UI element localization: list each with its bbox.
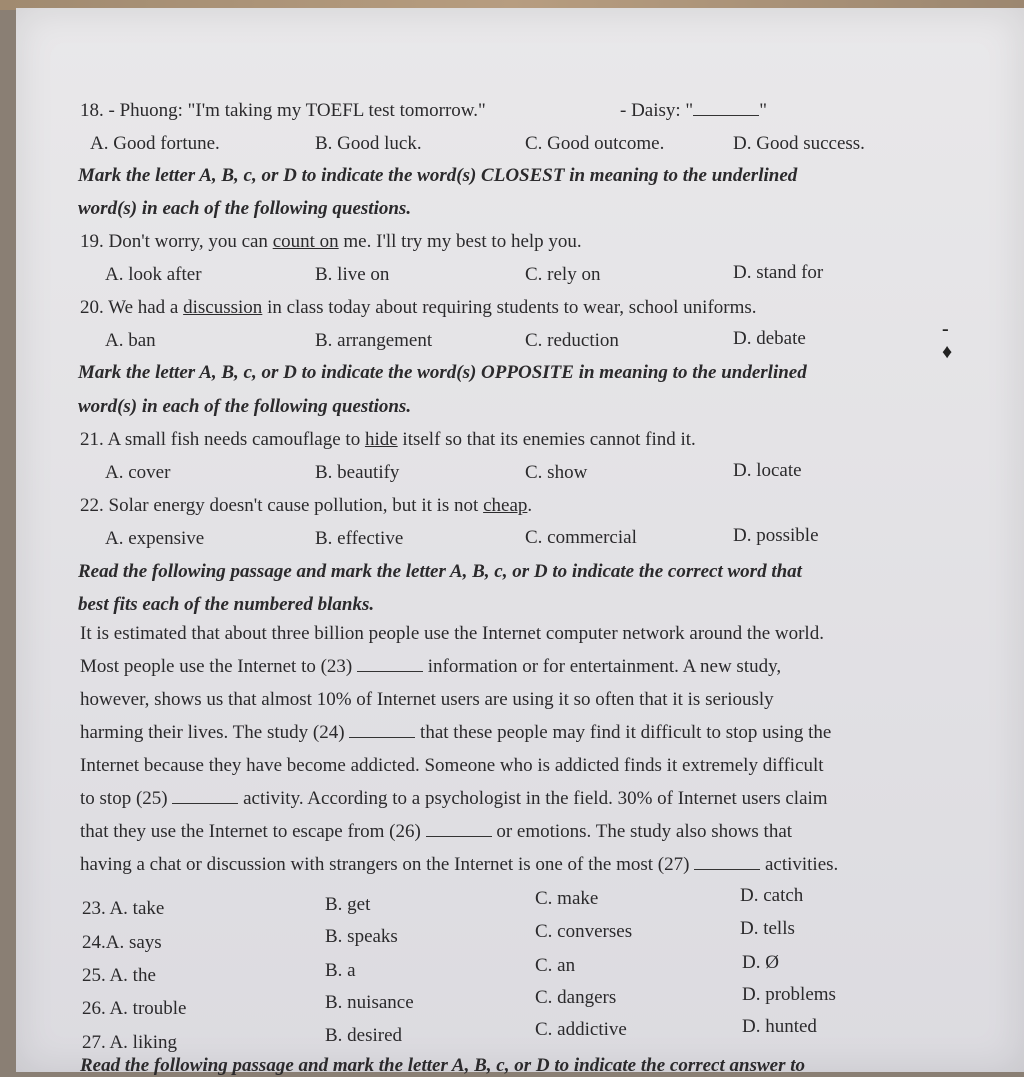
q18-option-a: A. Good fortune. <box>90 133 220 154</box>
question-19-stem <box>80 231 582 253</box>
q21-text-post: itself so that its enemies cannot find it. <box>397 429 696 450</box>
q27-option-b: B. desired <box>325 1025 403 1046</box>
q21-underlined-word: hide <box>364 429 398 450</box>
instruction-bottom-cut: Read the following passage and mark the letter A, B, c, or D to indicate the correct answer to <box>80 1055 805 1076</box>
q22-underlined-word: cheap <box>483 495 528 516</box>
instruction-closest-line-1: Mark the letter A, B, c, or D to indicate the word(s) CLOSEST in meaning to the underlined <box>78 165 798 186</box>
q24-option-a: 24.A. says <box>82 932 162 953</box>
q26-option-d: D. problems <box>742 984 836 1005</box>
q20-option-c: C. reduction <box>525 330 619 351</box>
q18-close-quote: " <box>759 100 767 121</box>
passage-line-7-pre: that they use the Internet to escape from (26) <box>80 821 426 842</box>
q18-option-b: B. Good luck. <box>315 133 422 154</box>
q24-option-d: D. tells <box>740 918 795 939</box>
question-21-stem <box>80 429 696 451</box>
q22-option-b: B. effective <box>315 528 404 549</box>
instruction-opposite-line-1: Mark the letter A, B, c, or D to indicate the word(s) OPPOSITE in meaning to the underlined <box>78 362 807 383</box>
q26-option-b: B. nuisance <box>325 992 414 1013</box>
passage-line-4-post: that these people may find it difficult to stop using the <box>420 722 832 743</box>
q25-option-d: D. Ø <box>742 952 779 973</box>
q23-option-d: D. catch <box>740 885 804 906</box>
q23-option-c: C. make <box>535 888 599 909</box>
passage-line-5: Internet because they have become addicted. Someone who is addicted finds it extremely difficult <box>80 755 824 776</box>
reading-passage <box>80 617 945 881</box>
passage-line-7-post: or emotions. The study also shows that <box>496 821 793 842</box>
q19-text-post: me. I'll try my best to help you. <box>338 231 582 252</box>
passage-line-8 <box>80 848 945 881</box>
q21-text-pre: 21. A small fish needs camouflage to <box>80 429 365 450</box>
passage-line-4-pre: harming their lives. The study (24) <box>80 722 350 743</box>
q22-option-d: D. possible <box>733 525 819 546</box>
q21-option-c: C. show <box>525 462 588 483</box>
q27-option-c: C. addictive <box>535 1019 627 1040</box>
question-18-daisy <box>620 100 767 122</box>
q22-option-a: A. expensive <box>105 528 205 549</box>
instruction-read-line-1: Read the following passage and mark the letter A, B, c, or D to indicate the correct word that <box>78 561 802 582</box>
q24-option-c: C. converses <box>535 921 633 942</box>
q19-option-a: A. look after <box>105 264 202 285</box>
blank-23[interactable] <box>357 657 423 672</box>
q19-option-b: B. live on <box>315 264 390 285</box>
margin-mark-icon: - ♦ <box>942 318 953 363</box>
q23-option-a: 23. A. take <box>82 898 165 919</box>
passage-line-6-post: activity. According to a psychologist in the field. 30% of Internet users claim <box>243 788 828 809</box>
q18-option-d: D. Good success. <box>733 133 865 154</box>
question-20-stem <box>80 297 757 319</box>
blank-25[interactable] <box>172 789 238 804</box>
instruction-read-line-2: best fits each of the numbered blanks. <box>78 594 375 615</box>
q20-text-pre: 20. We had a <box>80 297 184 318</box>
question-22-stem <box>80 495 532 517</box>
passage-line-6-pre: to stop (25) <box>80 788 173 809</box>
q18-option-c: C. Good outcome. <box>525 133 665 154</box>
q22-text-pre: 22. Solar energy doesn't cause pollution, but it is not <box>80 495 484 516</box>
q27-option-d: D. hunted <box>742 1016 817 1037</box>
q22-text-post: . <box>527 495 533 516</box>
q19-text-pre: 19. Don't worry, you can <box>80 231 273 252</box>
q24-option-b: B. speaks <box>325 926 398 947</box>
passage-line-2-post: information or for entertainment. A new study, <box>427 656 782 677</box>
q22-option-c: C. commercial <box>525 527 637 548</box>
q20-option-b: B. arrangement <box>315 330 433 351</box>
q21-option-d: D. locate <box>733 460 802 481</box>
q27-option-a: 27. A. liking <box>82 1032 178 1053</box>
passage-line-7 <box>80 815 945 848</box>
passage-line-3: however, shows us that almost 10% of Internet users are using it so often that it is seriously <box>80 689 774 710</box>
q25-option-a: 25. A. the <box>82 965 156 986</box>
q26-option-a: 26. A. trouble <box>82 998 187 1019</box>
blank-27[interactable] <box>694 855 760 870</box>
question-18-stem <box>80 100 486 122</box>
q25-option-c: C. an <box>535 955 576 976</box>
q20-underlined-word: discussion <box>183 297 263 318</box>
answer-blank[interactable] <box>693 101 759 116</box>
passage-line-1: It is estimated that about three billion people use the Internet computer network around the world. <box>80 623 824 644</box>
q20-option-a: A. ban <box>105 330 156 351</box>
q20-text-post: in class today about requiring students to wear, school uniforms. <box>262 297 757 318</box>
q19-option-c: C. rely on <box>525 264 601 285</box>
q23-option-b: B. get <box>325 894 371 915</box>
passage-line-8-pre: having a chat or discussion with strangers on the Internet is one of the most (27) <box>80 854 695 875</box>
passage-line-6 <box>80 782 945 815</box>
q21-option-a: A. cover <box>105 462 171 483</box>
passage-line-4 <box>80 716 945 749</box>
q18-phuong-line: 18. - Phuong: "I'm taking my TOEFL test tomorrow." <box>80 100 486 121</box>
blank-26[interactable] <box>426 822 492 837</box>
q18-daisy-line: - Daisy: " <box>620 100 694 121</box>
q25-option-b: B. a <box>325 960 356 981</box>
q19-option-d: D. stand for <box>733 262 824 283</box>
q21-option-b: B. beautify <box>315 462 400 483</box>
passage-line-2-pre: Most people use the Internet to (23) <box>80 656 358 677</box>
passage-line-8-post: activities. <box>764 854 839 875</box>
q19-underlined-word: count on <box>272 231 339 252</box>
q20-option-d: D. debate <box>733 328 806 349</box>
passage-line-2 <box>80 650 945 683</box>
instruction-opposite-line-2: word(s) in each of the following questions. <box>78 396 412 417</box>
instruction-closest-line-2: word(s) in each of the following questions. <box>78 198 412 219</box>
q26-option-c: C. dangers <box>535 987 617 1008</box>
blank-24[interactable] <box>349 723 415 738</box>
